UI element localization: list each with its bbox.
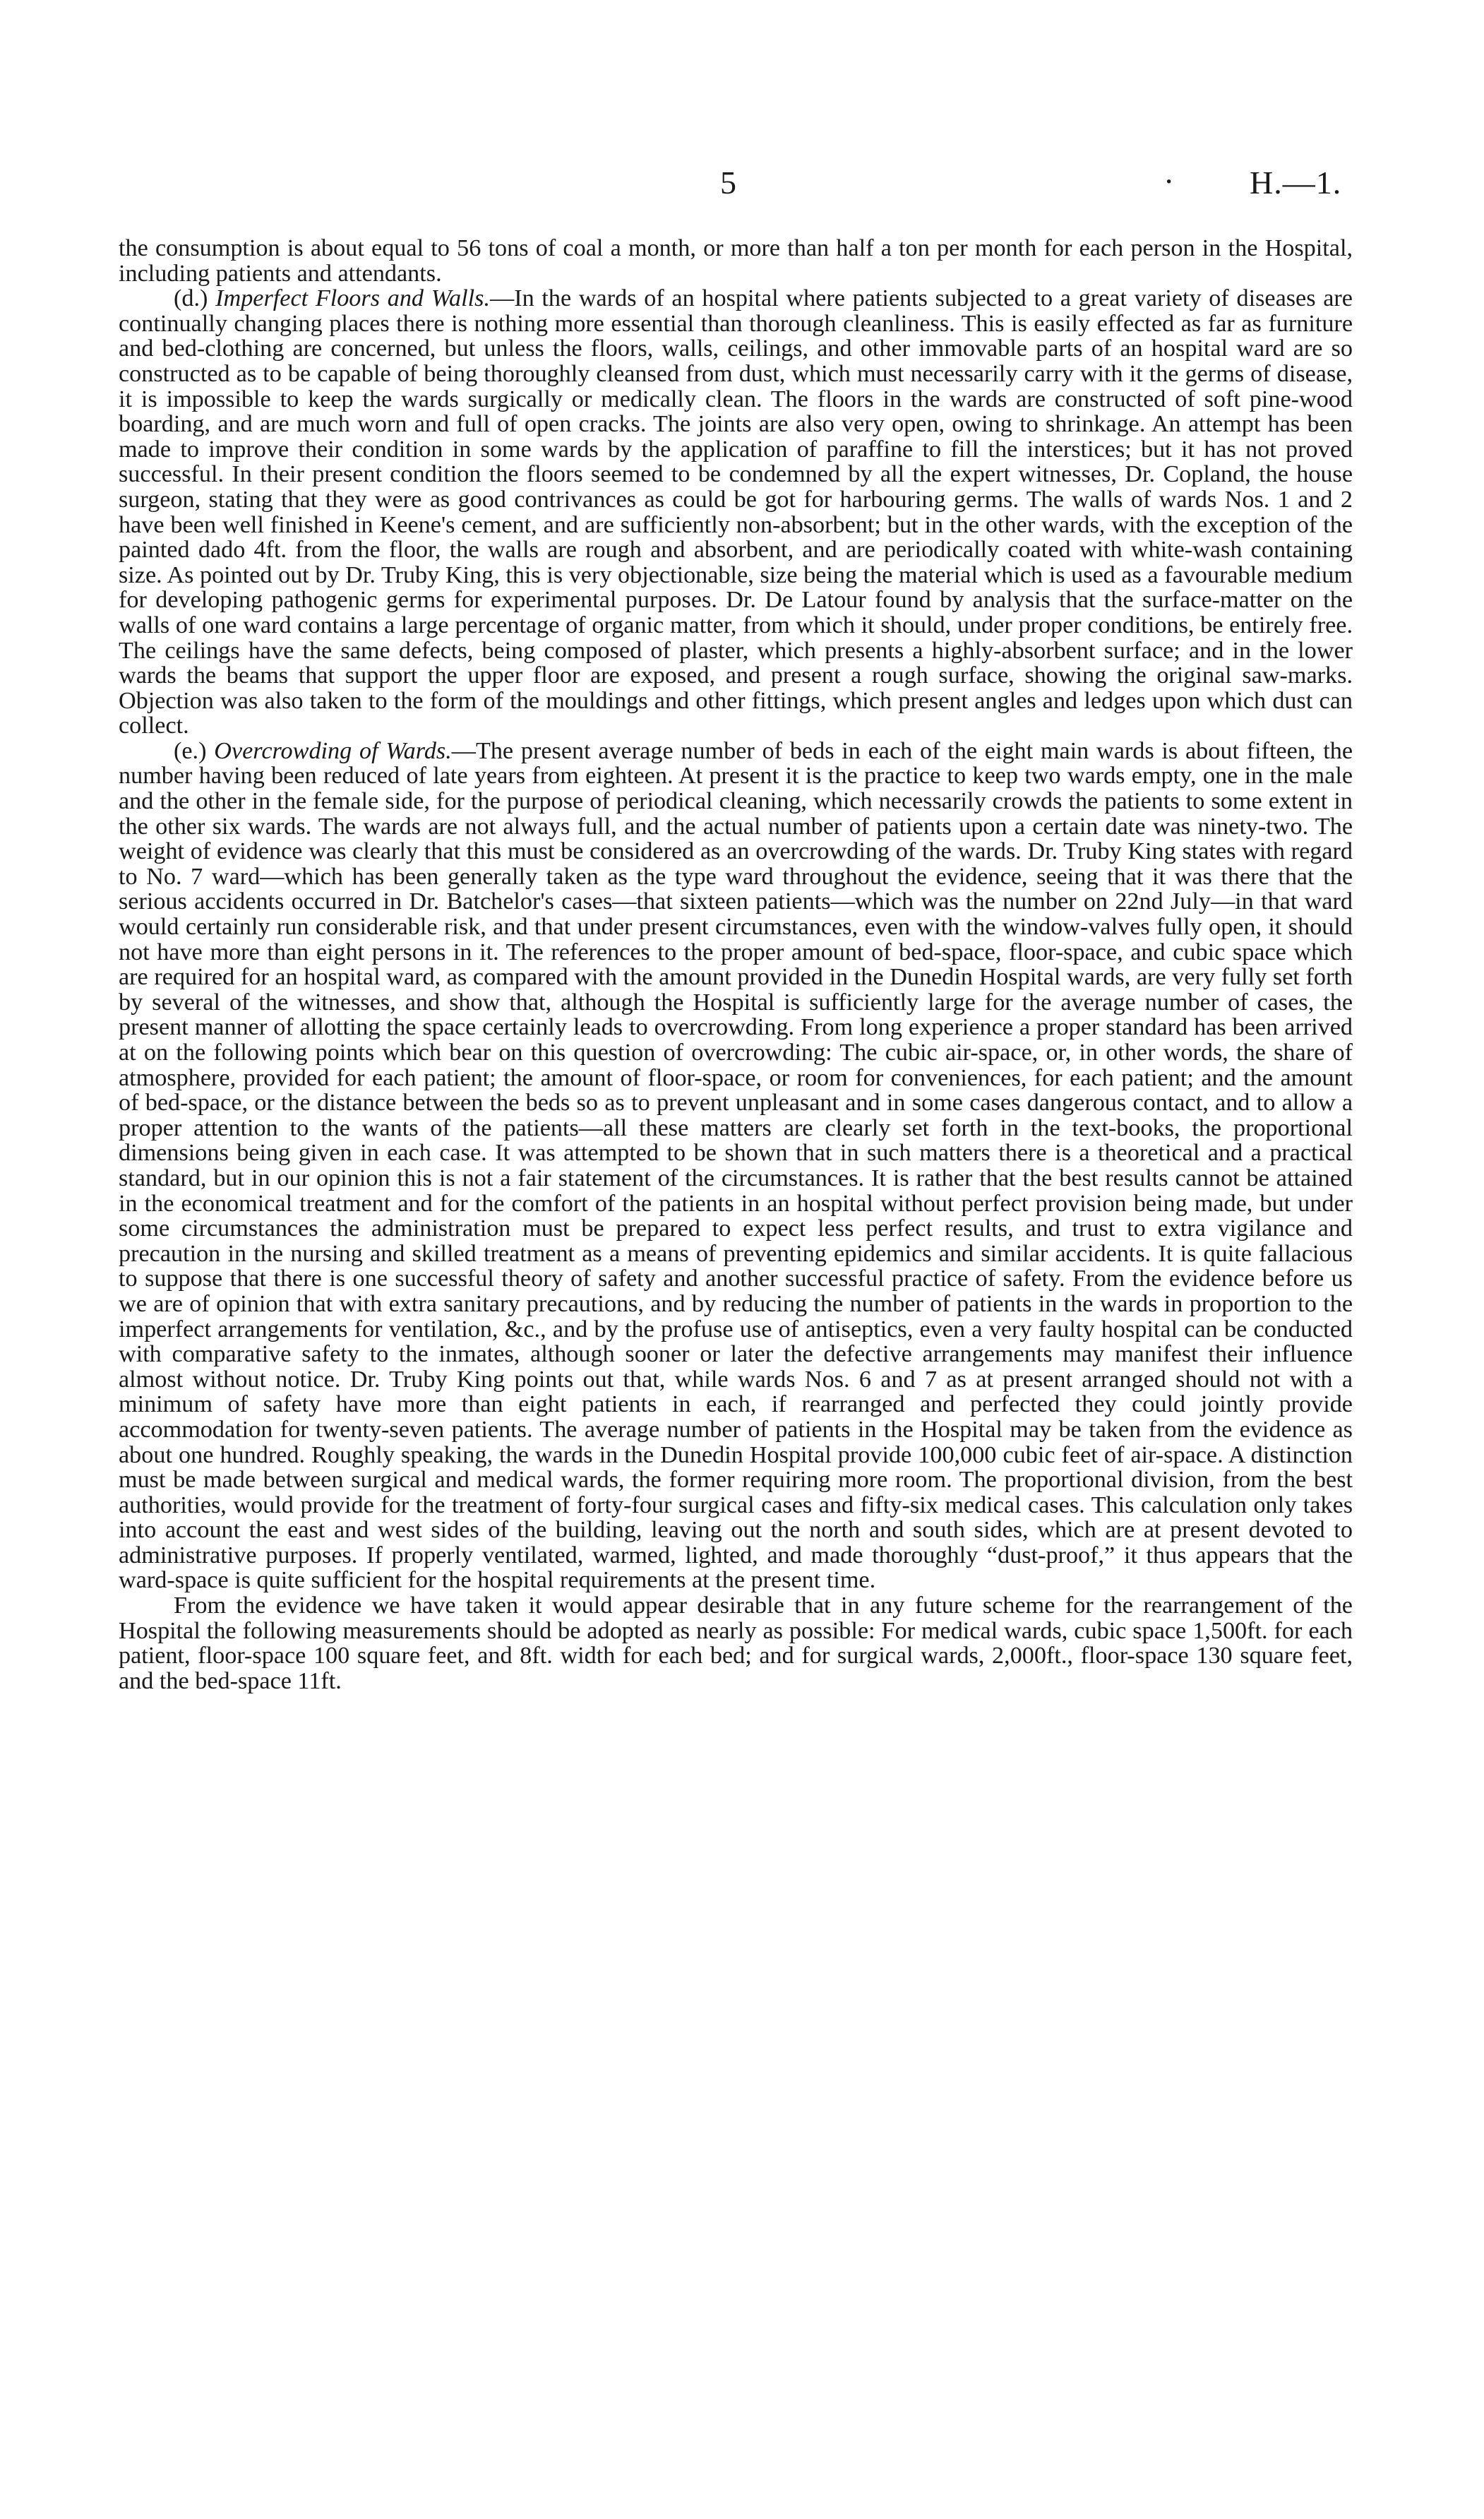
page-number: 5	[720, 165, 736, 201]
paragraph-recommended-measurements	[119, 1593, 1353, 1693]
page-header	[0, 164, 1484, 206]
header-separator: ·	[1163, 163, 1175, 199]
section-marker: (e.)	[174, 737, 215, 764]
paragraph-text: the consumption is about equal to 56 tons of coal a month, or more than half a ton per month for each person in the Hospital, including patients and attendants.	[119, 235, 1353, 287]
paragraph-imperfect-floors-and-walls	[119, 286, 1353, 739]
document-body	[119, 236, 1353, 1693]
paragraph-text: From the evidence we have taken it would appear desirable that in any future scheme for the rearrangement of the Hospital the following measurements should be adopted as nearly as possible: For medical wards, cubic space 1,500ft. for each patient, floor-space 100 square feet, and 8ft. width for each bed; and for surgical wards, 2,000ft., floor-space 130 square feet, and the bed-space 11ft.	[119, 1592, 1353, 1694]
paragraph-text: —In the wards of an hospital where patients subjected to a great variety of diseases are continually changing places there is nothing more essential than thorough cleanliness. This is easily effected as far as furniture and bed-clothing are concerned, but unless the floors, walls, ceilings, and other immovable parts of an hospital ward are so constructed as to be capable of being thoroughly cleansed from dust, which must necessarily carry with it the germs of disease, it is impossible to keep the wards surgically or medically clean. The floors in the wards are constructed of soft pine-wood boarding, and are much worn and full of open cracks. The joints are also very open, owing to shrinkage. An attempt has been made to improve their condition in some wards by the application of paraffine to fill the interstices; but it has not proved successful. In their present condition the floors seemed to be condemned by all the expert witnesses, Dr. Copland, the house surgeon, stating that they were as good contrivances as could be got for harbouring germs. The walls of wards Nos. 1 and 2 have been well finished in Keene's cement, and are sufficiently non-absorbent; but in the other wards, with the exception of the painted dado 4ft. from the floor, the walls are rough and absorbent, and are periodically coated with white-wash containing size. As pointed out by Dr. Truby King, this is very objectionable, size being the material which is used as a favourable medium for developing pathogenic germs for experimental purposes. Dr. De Latour found by analysis that the surface-matter on the walls of one ward contains a large percentage of organic matter, from which it should, under proper conditions, be entirely free. The ceilings have the same defects, being composed of plaster, which presents a highly-absorbent surface; and in the lower wards the beams that support the upper floor are exposed, and present a rough surface, showing the original saw-marks. Objection was also taken to the form of the mouldings and other fittings, which present angles and ledges upon which dust can collect.	[119, 285, 1353, 739]
paragraph-coal-consumption	[119, 236, 1353, 286]
paragraph-text: —The present average number of beds in each of the eight main wards is about fifteen, the number having been reduced of late years from eighteen. At present it is the practice to keep two wards empty, one in the male and the other in the female side, for the purpose of periodical cleaning, which necessarily crowds the patients to some extent in the other six wards. The wards are not always full, and the actual number of patients upon a certain date was ninety-two. The weight of evidence was clearly that this must be considered as an overcrowding of the wards. Dr. Truby King states with regard to No. 7 ward—which has been generally taken as the type ward throughout the evidence, seeing that it was there that the serious accidents occurred in Dr. Batchelor's cases—that sixteen patients—which was the number on 22nd July—in that ward would certainly run considerable risk, and that under present circumstances, even with the window-valves fully open, it should not have more than eight persons in it. The references to the proper amount of bed-space, floor-space, and cubic space which are required for an hospital ward, as compared with the amount provided in the Dunedin Hospital wards, are very fully set forth by several of the witnesses, and show that, although the Hospital is sufficiently large for the average number of cases, the present manner of allotting the space certainly leads to overcrowding. From long experience a proper standard has been arrived at on the following points which bear on this question of overcrowding: The cubic air-space, or, in other words, the share of atmosphere, provided for each patient; the amount of floor-space, or room for conveniences, for each patient; and the amount of bed-space, or the distance between the beds so as to prevent unpleasant and in some cases dangerous contact, and to allow a proper attention to the wants of the patients—all these matters are clearly set forth in the text-books, the proportional dimensions being given in each case. It was attempted to be shown that in such matters there is a theoretical and a practical standard, but in our opinion this is not a fair statement of the circumstances. It is rather that the best results cannot be attained in the economical treatment and for the comfort of the patients in an hospital without perfect provision being made, but under some circumstances the administration must be prepared to expect less perfect results, and trust to extra vigilance and precaution in the nursing and skilled treatment as a means of preventing epidemics and similar accidents. It is quite fallacious to suppose that there is one successful theory of safety and another successful practice of safety. From the evidence before us we are of opinion that with extra sanitary precautions, and by reducing the number of patients in the wards in proportion to the imperfect arrangements for ventilation, &c., and by the profuse use of antiseptics, even a very faulty hospital can be conducted with comparative safety to the inmates, although sooner or later the defective arrangements may manifest their influence almost without notice. Dr. Truby King points out that, while wards Nos. 6 and 7 as at present arranged should not with a minimum of safety have more than eight patients in each, if rearranged and perfected they could jointly provide accommodation for twenty-seven patients. The average number of patients in the Hospital may be taken from the evidence as about one hundred. Roughly speaking, the wards in the Dunedin Hospital provide 100,000 cubic feet of air-space. A distinction must be made between surgical and medical wards, the former requiring more room. The proportional division, from the best authorities, would provide for the treatment of forty-four surgical cases and fifty-six medical cases. This calculation only takes into account the east and west sides of the building, leaving out the north and south sides, which are at present devoted to administrative purposes. If properly ventilated, warmed, lighted, and made thoroughly “dust-proof,” it thus appears that the ward-space is quite sufficient for the hospital requirements at the present time.	[119, 737, 1353, 1594]
section-marker: (d.)	[174, 285, 216, 312]
paragraph-overcrowding-of-wards	[119, 739, 1353, 1593]
document-reference: H.—1.	[1250, 165, 1342, 201]
section-heading: Overcrowding of Wards.	[214, 737, 452, 764]
section-heading: Imperfect Floors and Walls.	[215, 285, 490, 312]
